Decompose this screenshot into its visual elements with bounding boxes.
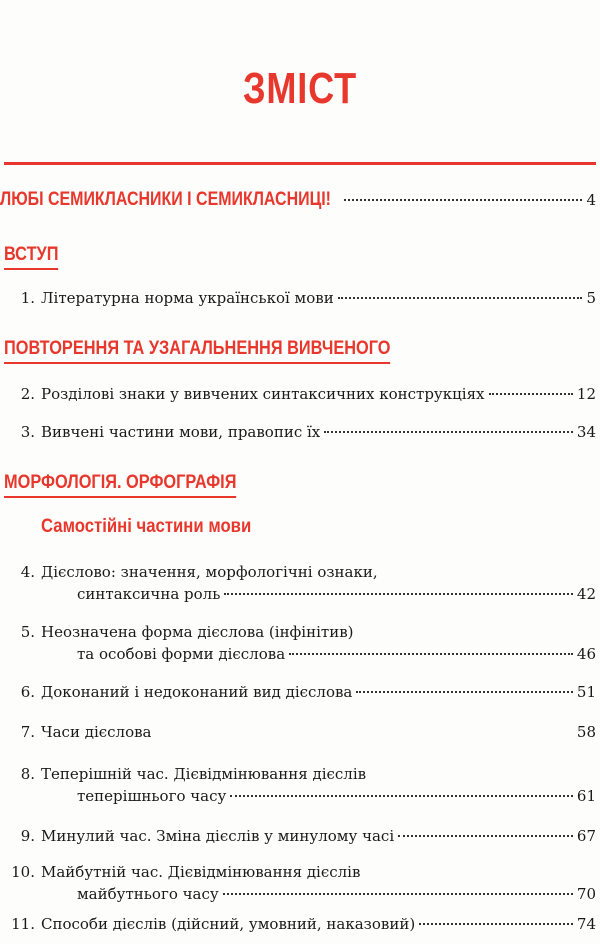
entry-title: Часи дієслова — [41, 723, 152, 741]
toc-entry-7[interactable] — [0, 722, 600, 744]
entry-number: 5. — [20, 623, 35, 641]
entry-title-cont: теперішнього часу — [77, 787, 227, 805]
toc-entry-1[interactable] — [0, 288, 600, 310]
toc-entry-intro[interactable] — [0, 190, 600, 212]
leader-dots — [344, 199, 582, 201]
toc-entry-4[interactable] — [0, 562, 600, 606]
section-heading-review — [4, 338, 390, 364]
entry-number: 1. — [20, 289, 35, 307]
subsection-heading: Самостійні частини мови — [41, 516, 252, 537]
entry-number: 2. — [20, 385, 35, 403]
entry-number: 7. — [20, 723, 35, 741]
entry-title-cont: майбутнього часу — [77, 885, 219, 903]
page-number: 61 — [576, 787, 596, 805]
page-number: 51 — [576, 683, 596, 701]
page-number: 4 — [586, 191, 596, 209]
section-heading-morphology — [4, 472, 236, 498]
page-number: 58 — [576, 723, 596, 741]
toc-entry-5[interactable] — [0, 622, 600, 666]
page-number: 12 — [576, 385, 596, 403]
entry-number: 11. — [11, 915, 35, 933]
leader-dots — [356, 691, 573, 693]
leader-dots — [289, 653, 573, 655]
section-label: ПОВТОРЕННЯ ТА УЗАГАЛЬНЕННЯ ВИВЧЕНОГО — [4, 338, 391, 359]
entry-number: 8. — [20, 765, 35, 783]
page-title: ЗМІСТ — [243, 64, 357, 113]
toc-entry-10[interactable] — [0, 862, 600, 906]
leader-dots — [489, 393, 573, 395]
toc-entry-8[interactable] — [0, 764, 600, 808]
entry-number: 3. — [20, 423, 35, 441]
entry-title: Дієслово: значення, морфологічні ознаки, — [41, 563, 378, 581]
page-number: 34 — [576, 423, 596, 441]
entry-title: Способи дієслів (дійсний, умовний, наказовий) — [41, 915, 416, 933]
page-number: 5 — [586, 289, 596, 307]
entry-number: 10. — [11, 863, 35, 881]
entry-title: Розділові знаки у вивчених синтаксичних конструкціях — [41, 385, 485, 403]
entry-number: 4. — [20, 563, 35, 581]
section-label: МОРФОЛОГІЯ. ОРФОГРАФІЯ — [4, 472, 237, 493]
leader-dots — [419, 923, 573, 925]
leader-dots — [224, 593, 573, 595]
leader-dots — [398, 835, 573, 837]
entry-title-cont: та особові форми дієслова — [77, 645, 286, 663]
toc-entry-6[interactable] — [0, 682, 600, 704]
section-underline — [4, 496, 236, 498]
entry-title: Минулий час. Зміна дієслів у минулому часі — [41, 827, 395, 845]
entry-title: Неозначена форма дієслова (інфінітив) — [41, 623, 354, 641]
section-label: ВСТУП — [4, 244, 59, 265]
entry-title-cont: синтаксична роль — [77, 585, 221, 603]
entry-title: Літературна норма української мови — [41, 289, 334, 307]
page-number: 67 — [576, 827, 596, 845]
entry-title: Теперішній час. Дієвідмінювання дієслів — [41, 765, 367, 783]
toc-entry-2[interactable] — [0, 384, 600, 406]
section-underline — [4, 362, 390, 364]
toc-entry-9[interactable] — [0, 826, 600, 848]
leader-dots — [223, 893, 573, 895]
entry-number: 9. — [20, 827, 35, 845]
intro-label: ЛЮБІ СЕМИКЛАСНИКИ І СЕМИКЛАСНИЦІ! — [0, 189, 331, 210]
toc-entry-3[interactable] — [0, 422, 600, 444]
toc-entry-11[interactable] — [0, 914, 600, 936]
entry-title: Майбутній час. Дієвідмінювання дієслів — [41, 863, 361, 881]
page-number: 70 — [576, 885, 596, 903]
leader-dots — [338, 297, 583, 299]
leader-dots — [230, 795, 573, 797]
title-rule — [4, 162, 596, 165]
entry-number: 6. — [20, 683, 35, 701]
entry-title: Вивчені частини мови, правопис їх — [41, 423, 321, 441]
section-heading-intro — [4, 244, 58, 270]
page-number: 74 — [576, 915, 596, 933]
section-underline — [4, 268, 58, 270]
page-number: 42 — [576, 585, 596, 603]
entry-title: Доконаний і недоконаний вид дієслова — [41, 683, 353, 701]
leader-dots — [324, 431, 573, 433]
page-number: 46 — [576, 645, 596, 663]
